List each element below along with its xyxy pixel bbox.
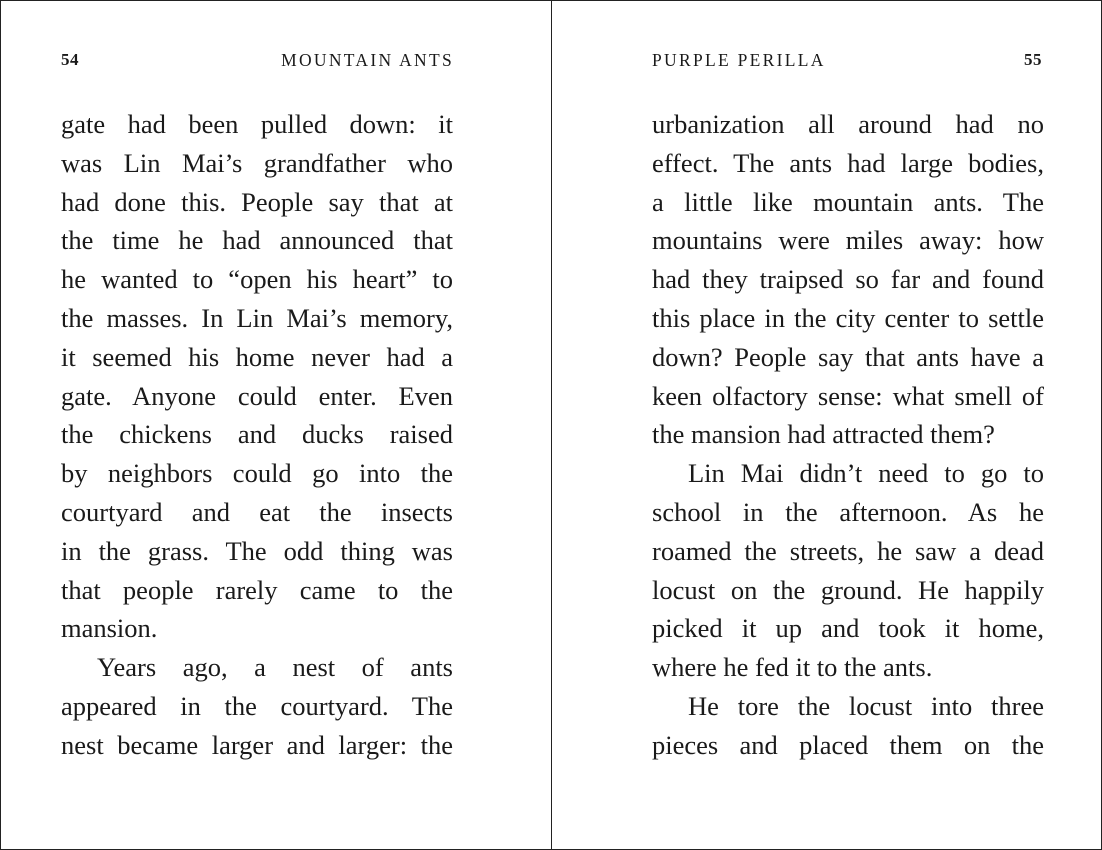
body-line: a little like mountain ants. The [652, 186, 1044, 217]
body-line: the mansion had attracted them? [652, 419, 995, 450]
body-line: the chickens and ducks raised [61, 419, 453, 450]
body-line: He tore the locust into three [688, 690, 1044, 721]
right-page [552, 1, 1102, 849]
body-line: picked it up and took it home, [652, 613, 1044, 644]
left-page [1, 1, 552, 849]
body-line: nest became larger and larger: the [61, 729, 453, 760]
body-line: mountains were miles away: how [652, 225, 1044, 256]
left-page-body [61, 105, 453, 765]
left-running-head: MOUNTAIN ANTS [281, 50, 454, 70]
body-line: this place in the city center to settle [652, 302, 1044, 333]
body-line: mansion. [61, 613, 158, 644]
body-line: the time he had announced that [61, 225, 453, 256]
body-line: roamed the streets, he saw a dead [652, 535, 1044, 566]
body-line: appeared in the courtyard. The [61, 690, 453, 721]
body-line: down? People say that ants have a [652, 341, 1044, 372]
body-line: it seemed his home never had a [61, 341, 453, 372]
body-line: locust on the ground. He happily [652, 574, 1044, 605]
body-line: pieces and placed them on the [652, 729, 1044, 760]
body-line: had done this. People say that at [61, 186, 453, 217]
body-line: he wanted to “open his heart” to [61, 264, 453, 295]
body-line: Lin Mai didn’t need to go to [688, 458, 1044, 489]
body-line: in the grass. The odd thing was [61, 535, 453, 566]
body-line: effect. The ants had large bodies, [652, 147, 1044, 178]
body-line: gate had been pulled down: it [61, 109, 453, 139]
body-line: was Lin Mai’s grandfather who [61, 147, 453, 178]
body-line: the masses. In Lin Mai’s memory, [61, 302, 453, 333]
body-line: courtyard and eat the insects [61, 496, 453, 527]
body-line: had they traipsed so far and found [652, 264, 1044, 295]
body-line: gate. Anyone could enter. Even [61, 380, 453, 411]
body-line: by neighbors could go into the [61, 458, 453, 489]
right-page-body [652, 105, 1044, 765]
body-line: that people rarely came to the [61, 574, 453, 605]
body-line: urbanization all around had no [652, 109, 1044, 139]
body-line: school in the afternoon. As he [652, 496, 1044, 527]
left-page-number: 54 [61, 50, 79, 69]
body-line: where he fed it to the ants. [652, 652, 933, 683]
right-running-head: PURPLE PERILLA [652, 50, 826, 70]
body-line: keen olfactory sense: what smell of [652, 380, 1044, 411]
right-page-number: 55 [1024, 50, 1042, 69]
body-line: Years ago, a nest of ants [97, 652, 453, 683]
